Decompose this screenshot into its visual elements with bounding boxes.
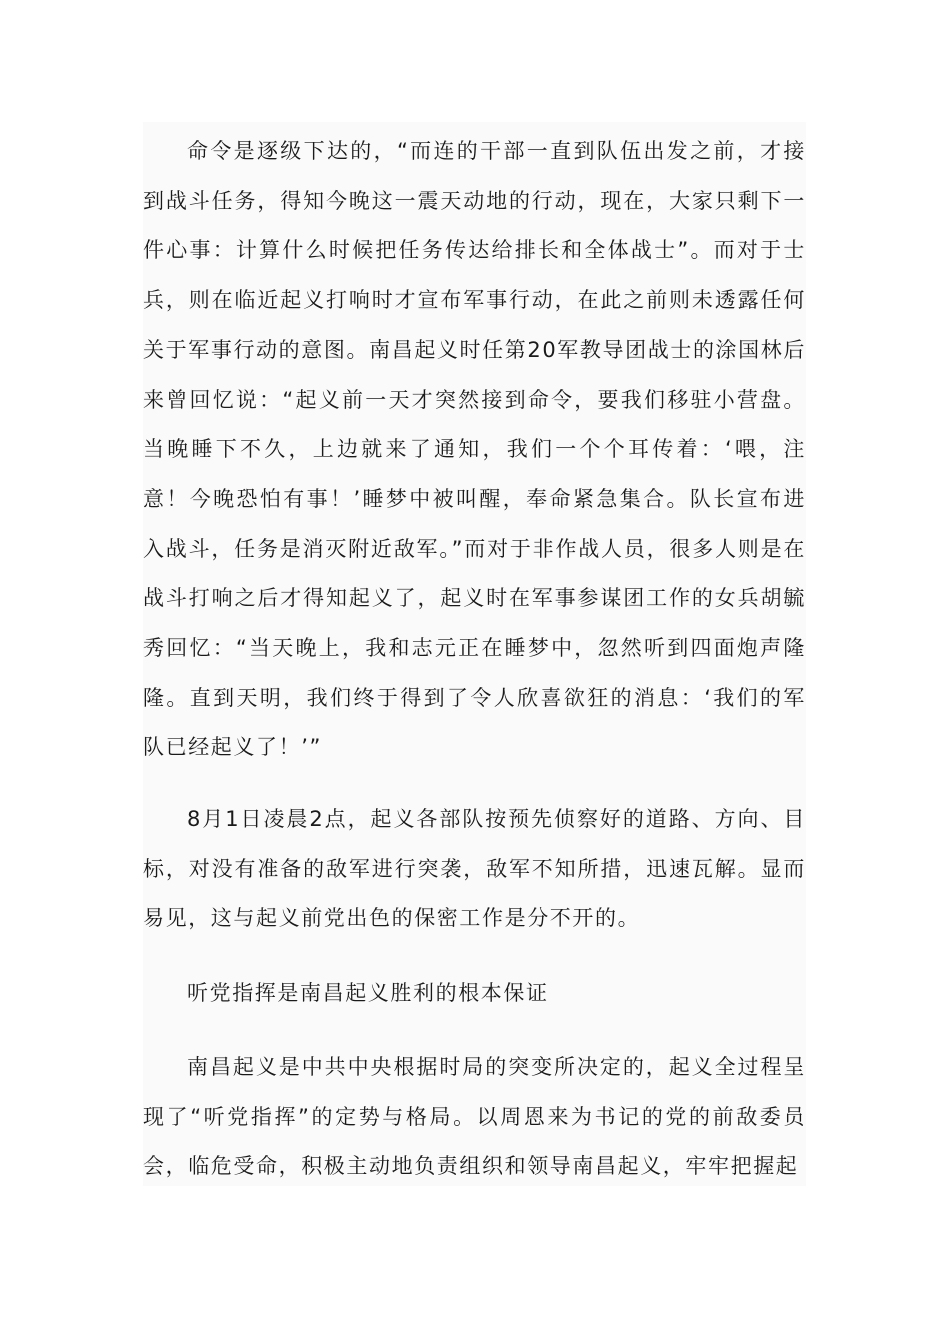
paragraph-secrecy-recollections: 命令是逐级下达的，“而连的干部一直到队伍出发之前，才接到战斗任务，得知今晚这一震天动地的行动，现在，大家只剩下一件心事：计算什么时候把任务传达给排长和全体战士”。而对于士兵，则在临近起义打响时才宣布军事行动，在此之前则未透露任何关于军事行动的意图。南昌起义时任第20军教导团战士的涂国林后来曾回忆说：“起义前一天才突然接到命令，要我们移驻小营盘。当晚睡下不久，上边就来了通知，我们一个个耳传着：‘喂，注意！今晚恐怕有事！’睡梦中被叫醒，奉命紧急集合。队长宣布进入战斗，任务是消灭附近敌军。”而对于非作战人员，很多人则是在战斗打响之后才得知起义了，起义时在军事参谋团工作的女兵胡毓秀回忆：“当天晚上，我和志元正在睡梦中，忽然听到四面炮声隆隆。直到天明，我们终于得到了令人欣喜欲狂的消息：‘我们的军队已经起义了！’” [143,139,806,760]
paragraph-august-first-attack: 8月1日凌晨2点，起义各部队按预先侦察好的道路、方向、目标，对没有准备的敌军进行突袭，敌军不知所措，迅速瓦解。显而易见，这与起义前党出色的保密工作是分不开的。 [143,807,806,931]
document-page [143,122,806,1186]
paragraph-party-leadership: 南昌起义是中共中央根据时局的突变所决定的，起义全过程呈现了“听党指挥”的定势与格局。以周恩来为书记的党的前敌委员会，临危受命，积极主动地负责组织和领导南昌起义，牢牢把握起 [143,1055,806,1179]
section-heading: 听党指挥是南昌起义胜利的根本保证 [187,981,549,1005]
